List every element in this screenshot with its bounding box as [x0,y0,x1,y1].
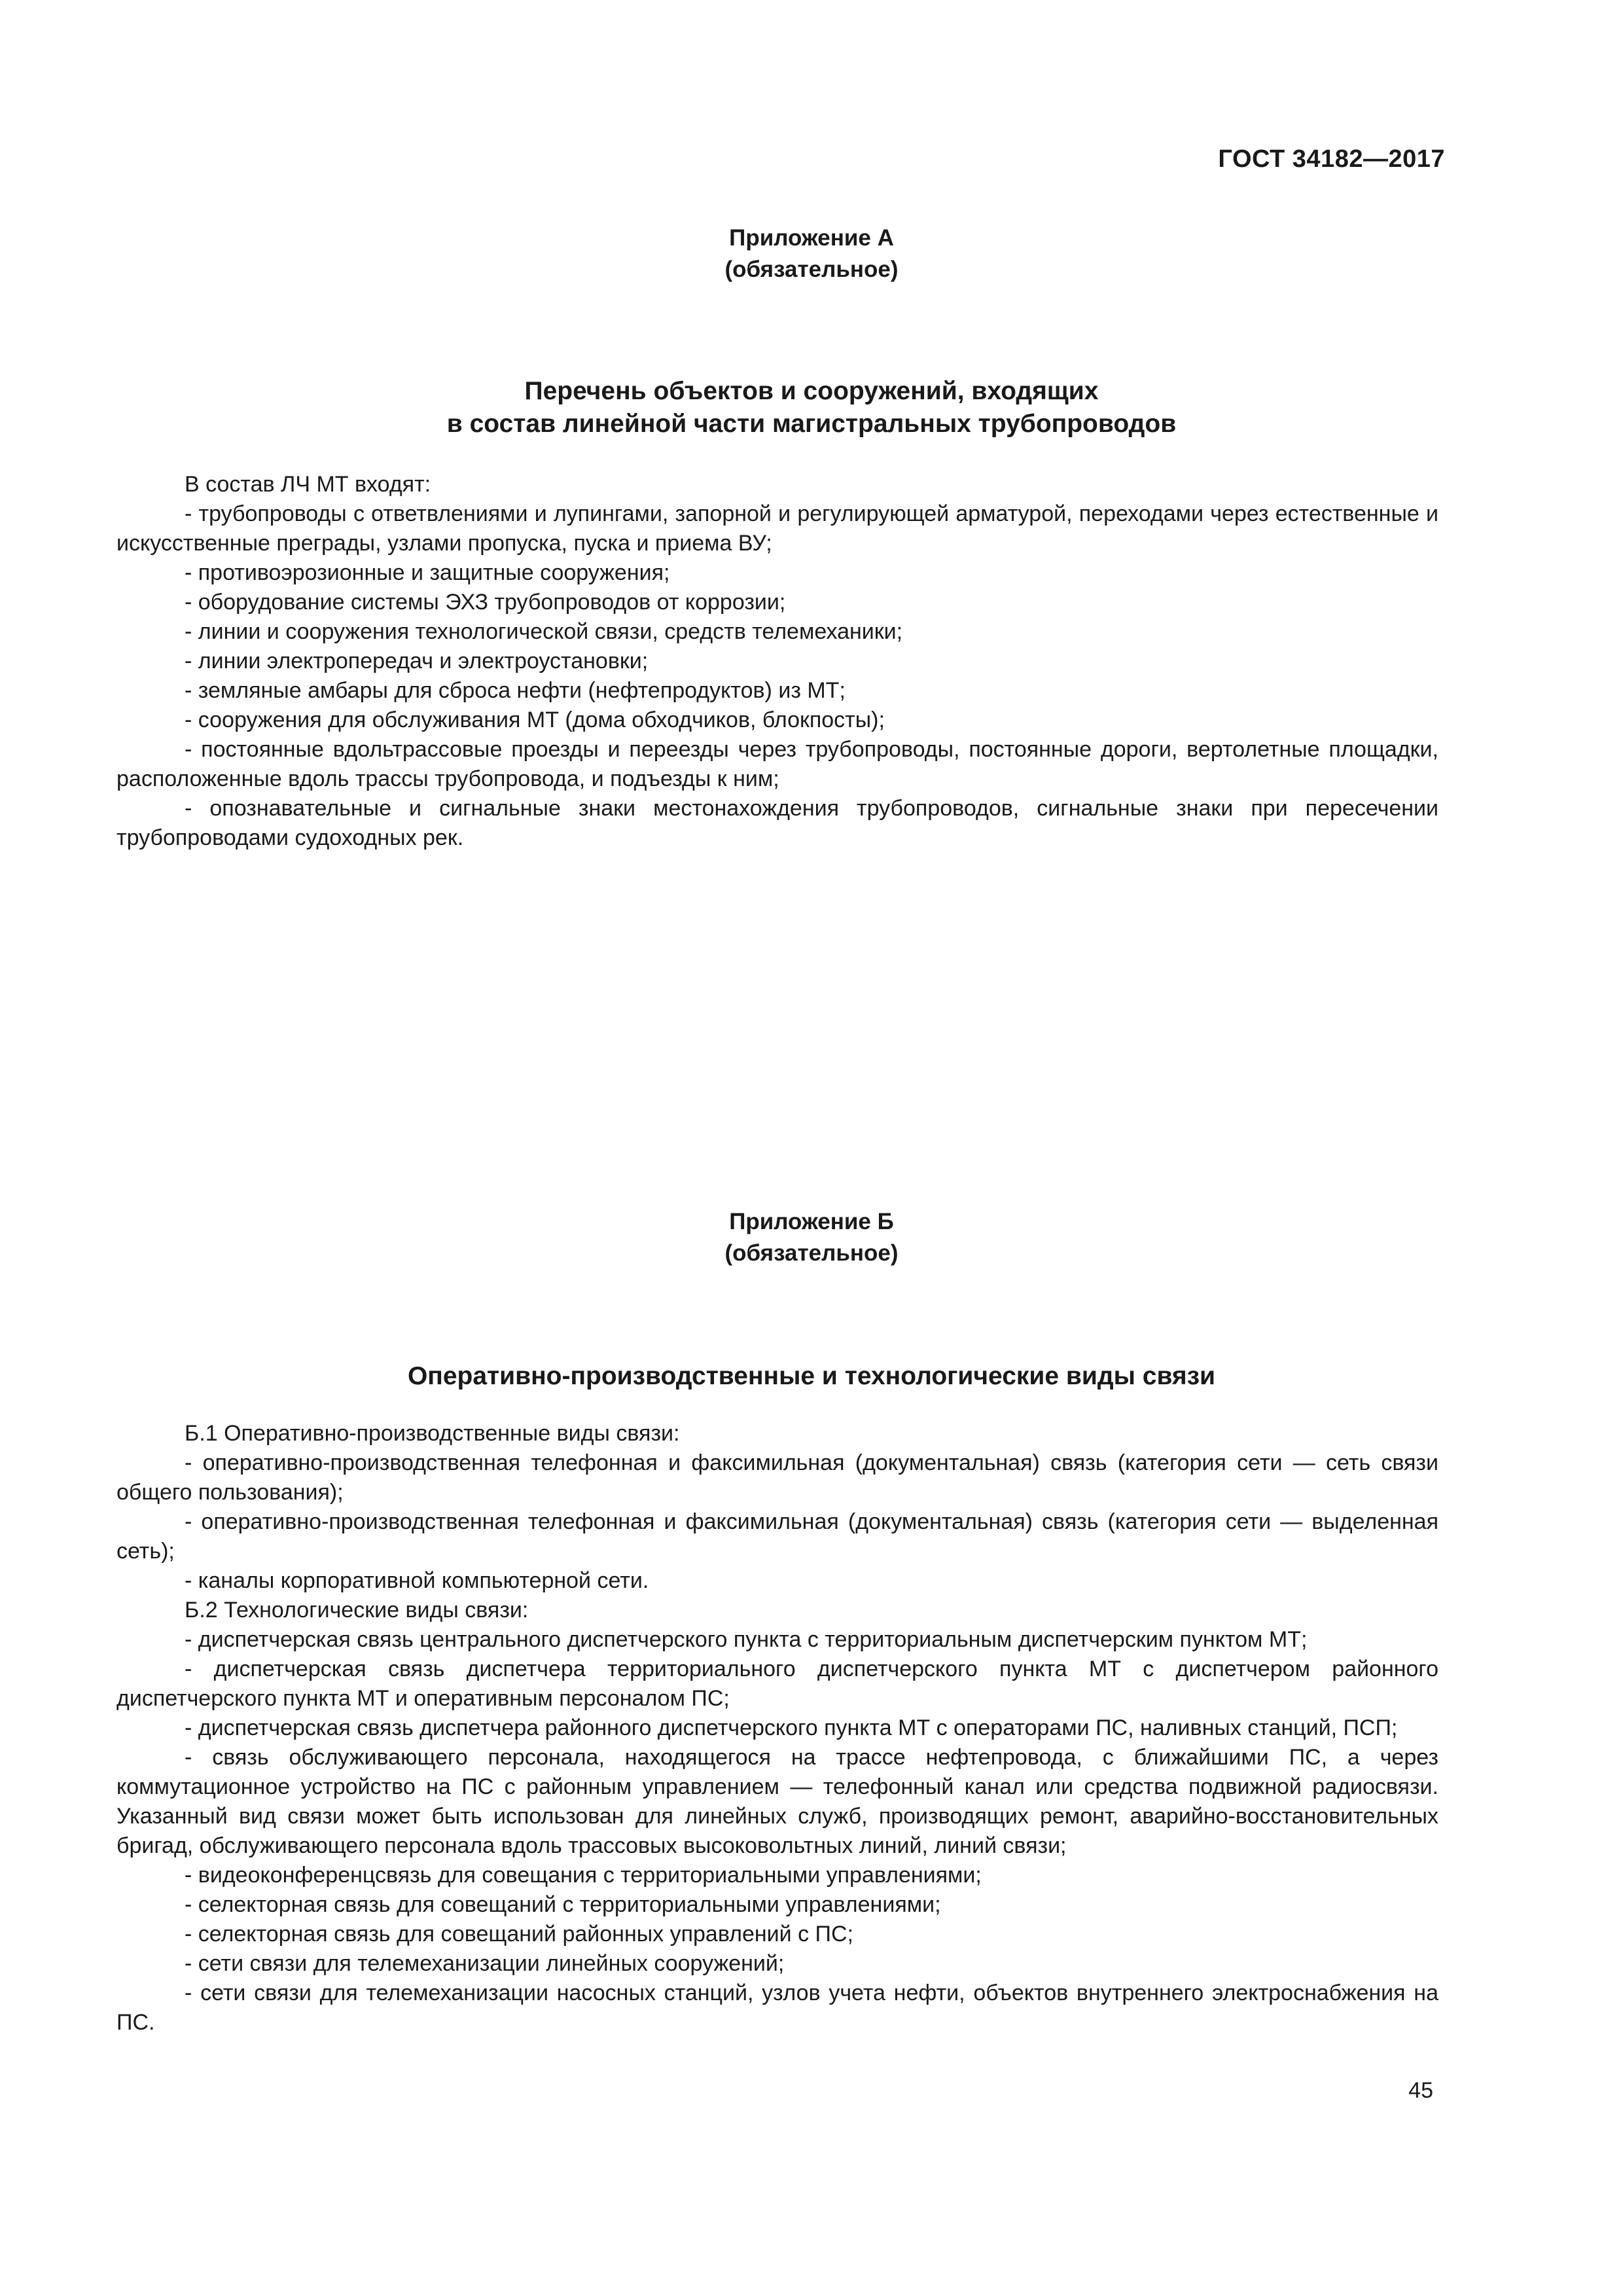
list-item: - селекторная связь для совещаний с территориальными управлениями; [185,1892,941,1917]
annex-a-label: Приложение А [729,225,894,251]
list-item: - земляные амбары для сброса нефти (нефтепродуктов) из МТ; [185,678,846,703]
annex-b-status: (обязательное) [724,1240,899,1266]
list-item: - опознавательные и сигнальные знаки местонахождения трубопроводов, сигнальные знаки при пересечении трубопроводами судоходных рек. [116,796,1438,850]
list-item: - диспетчерская связь центрального диспетчерского пункта с территориальным диспетчерским пунктом МТ; [185,1627,1308,1652]
annex-b-b1-heading: Б.1 Оперативно-производственные виды связи: [185,1421,680,1446]
list-item: - трубопроводы с ответвлениями и лупингами, запорной и регулирующей арматурой, переходами через естественные и искусственные преграды, узлами пропуска, пуска и приема ВУ; [116,501,1438,556]
annex-a-status: (обязательное) [724,257,899,282]
list-item: - сети связи для телемеханизации линейных сооружений; [185,1951,785,1976]
list-item: - диспетчерская связь диспетчера районного диспетчерского пункта МТ с операторами ПС, наливных станций, ПСП; [185,1715,1398,1740]
annex-a-title-line1: Перечень объектов и сооружений, входящих [524,377,1099,405]
list-item: - диспетчерская связь диспетчера территориального диспетчерского пункта МТ с диспетчером районного диспетчерского пункта МТ и оперативным персоналом ПС; [116,1657,1438,1711]
list-item: - оборудование системы ЭХЗ трубопроводов от коррозии; [185,590,786,615]
list-item: - оперативно-производственная телефонная и факсимильная (документальная) связь (категория сети — выделенная сеть); [116,1509,1438,1564]
list-item: - сооружения для обслуживания МТ (дома обходчиков, блокпосты); [185,708,885,732]
list-item: - каналы корпоративной компьютерной сети. [185,1568,649,1593]
annex-b-title: Оперативно-производственные и технологические виды связи [407,1362,1216,1390]
annex-b-header [0,1206,1623,1269]
annex-a-title-line2: в состав линейной части магистральных трубопроводов [446,410,1177,438]
list-item: - связь обслуживающего персонала, находящегося на трассе нефтепровода, с ближайшими ПС, а через коммутационное устройство на ПС с районным управлением — телефонный канал или средства подвижной радиосвязи. Указанный вид связи может быть использован для линейных служб, производящих ремонт, аварийно-восстановительных бригад, обслуживающего персонала вдоль трассовых высоковольтных линий, линий связи; [116,1745,1438,1858]
list-item: - сети связи для телемеханизации насосных станций, узлов учета нефти, объектов внутреннего электроснабжения на ПС. [116,1981,1438,2035]
document-code: ГОСТ 34182—2017 [1218,145,1445,173]
annex-b-label: Приложение Б [729,1209,894,1234]
list-item: - линии и сооружения технологической связи, средств телемеханики; [185,619,903,644]
list-item: - противоэрозионные и защитные сооружения; [185,560,670,585]
list-item: - линии электропередач и электроустановки; [185,649,649,673]
annex-b-b2-heading: Б.2 Технологические виды связи: [185,1598,529,1623]
list-item: - оперативно-производственная телефонная и факсимильная (документальная) связь (категория сети — сеть связи общего пользования); [116,1450,1438,1505]
annex-a-header [0,223,1623,285]
list-item: - постоянные вдольтрассовые проезды и переезды через трубопроводы, постоянные дороги, вертолетные площадки, расположенные вдоль трассы трубопровода, и подъезды к ним; [116,737,1438,791]
list-item: - селекторная связь для совещаний районных управлений с ПС; [185,1922,853,1946]
annex-a-body [116,470,1438,853]
page-number: 45 [1408,2078,1433,2103]
annex-a-title [0,375,1623,440]
annex-a-intro: В состав ЛЧ МТ входят: [185,472,431,497]
annex-b-body [116,1419,1438,2037]
list-item: - видеоконференцсвязь для совещания с территориальными управлениями; [185,1863,982,1888]
